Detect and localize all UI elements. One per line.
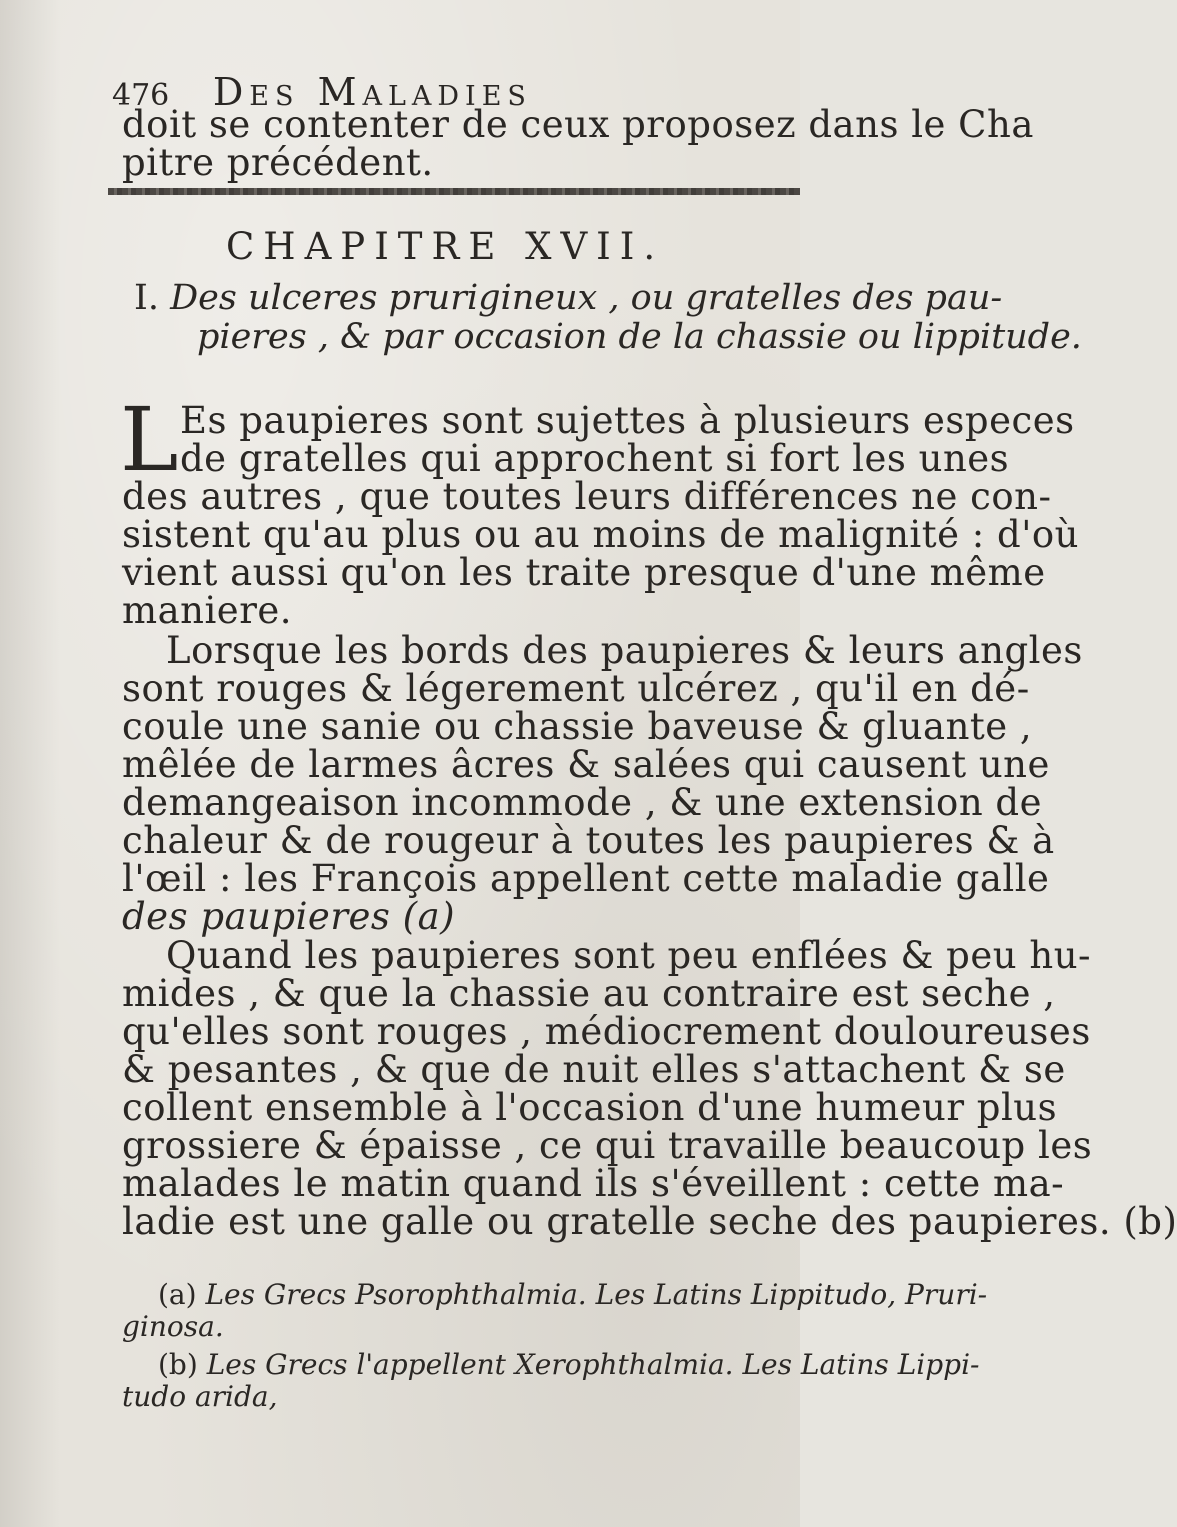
footnote-a-text-1: Les Grecs Psorophthalmia. Les Latins Lippitudo, Pruri-: [205, 1278, 988, 1311]
footnote-a-line-1: [158, 1278, 987, 1311]
footnote-a-line-2: ginosa.: [122, 1310, 224, 1343]
running-title: Des Maladies: [212, 70, 532, 114]
para2-line-5: demangeaison incommode , & une extension de: [122, 781, 1042, 824]
para1-line-5: vient aussi qu'on les traite presque d'une même: [122, 551, 1046, 594]
para1-line-6: maniere.: [122, 589, 293, 632]
chapter-summary-line-2: pieres , & par occasion de la chassie ou lippitude.: [197, 317, 1082, 357]
para1-line-3: des autres , que toutes leurs différences ne con-: [122, 475, 1052, 518]
para2-line-7: l'œil : les François appellent cette maladie galle: [122, 857, 1050, 900]
para2-line-6: chaleur & de rougeur à toutes les paupieres & à: [122, 819, 1055, 862]
para3-line-4: & pesantes , & que de nuit elles s'attachent & se: [122, 1048, 1066, 1091]
para1-line-2: de gratelles qui approchent si fort les unes: [180, 437, 1010, 480]
para3-line-3: qu'elles sont rouges , médiocrement douloureuses: [122, 1010, 1091, 1053]
para2-line-3: coule une sanie ou chassie baveuse & gluante ,: [122, 705, 1033, 748]
carryover-line-2: pitre précédent.: [122, 141, 434, 184]
footnote-b-mark: (b): [158, 1348, 198, 1381]
para3-line-6: grossiere & épaisse , ce qui travaille beaucoup les: [122, 1124, 1093, 1167]
ornamental-rule: [108, 188, 800, 195]
para1-line-1: Es paupieres sont sujettes à plusieurs especes: [180, 399, 1075, 442]
para2-line-1: Lorsque les bords des paupieres & leurs angles: [166, 629, 1083, 672]
summary-number: I.: [134, 278, 159, 318]
para3-line-5: collent ensemble à l'occasion d'une humeur plus: [122, 1086, 1058, 1129]
para1-line-4: sistent qu'au plus ou au moins de malignité : d'où: [122, 513, 1079, 556]
footnote-b-line-1: [158, 1348, 980, 1381]
para3-line-1: Quand les paupieres sont peu enflées & peu hu-: [166, 934, 1092, 977]
footnote-b-text-1: Les Grecs l'appellent Xerophthalmia. Les Latins Lippi-: [206, 1348, 980, 1381]
para3-line-2: mides , & que la chassie au contraire est seche ,: [122, 972, 1056, 1015]
chapter-summary-line-1: [134, 278, 1002, 318]
drop-cap: L: [120, 388, 179, 491]
para2-line-2: sont rouges & légerement ulcérez , qu'il en dé-: [122, 667, 1030, 710]
para2-line-8: des paupieres (a): [122, 895, 456, 938]
para3-line-7: malades le matin quand ils s'éveillent : cette ma-: [122, 1162, 1065, 1205]
para3-line-8: ladie est une galle ou gratelle seche des paupieres. (b): [122, 1200, 1177, 1243]
summary-text-1: Des ulceres prurigineux , ou gratelles des pau-: [170, 278, 1003, 318]
carryover-line-1: doit se contenter de ceux proposez dans le Cha: [122, 103, 1034, 146]
chapter-title: CHAPITRE XVII.: [226, 225, 665, 268]
footnote-a-mark: (a): [158, 1278, 197, 1311]
page-number: 476: [112, 78, 170, 113]
para2-line-4: mêlée de larmes âcres & salées qui causent une: [122, 743, 1050, 786]
page-gutter-shadow: [0, 0, 60, 1527]
footnote-b-line-2: tudo arida,: [122, 1380, 278, 1413]
